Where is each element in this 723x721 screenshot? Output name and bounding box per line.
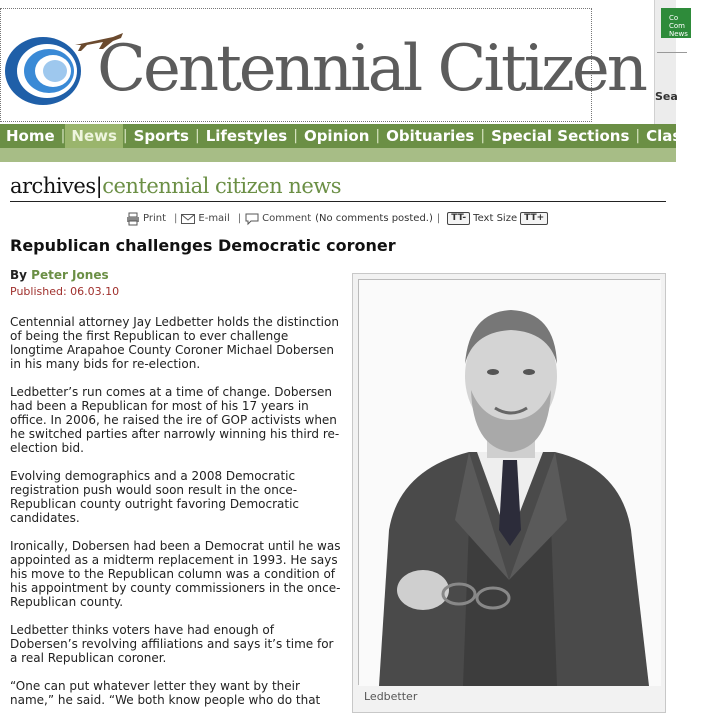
nav-sports[interactable]: Sports — [133, 127, 189, 145]
section-name[interactable]: centennial citizen news — [102, 174, 342, 198]
nav-separator: | — [60, 128, 66, 144]
article-paragraph: Centennial attorney Jay Ledbetter holds the distinction of being the first Republican to ever challenge longtime Arapahoe County Coroner Michael Dobersen in his many bids for re-election. — [10, 315, 339, 371]
nav-home[interactable]: Home — [6, 127, 55, 145]
nav-special-sections[interactable]: Special Sections — [491, 127, 630, 145]
nav-separator: | — [293, 128, 298, 144]
site-banner[interactable] — [0, 8, 645, 122]
side-widget — [654, 0, 688, 124]
photo-caption: Ledbetter — [364, 690, 418, 703]
nav-classifieds[interactable]: Classifie — [646, 127, 717, 145]
nav-obituaries[interactable]: Obituaries — [386, 127, 475, 145]
published-date: Published: 06.03.10 — [10, 285, 120, 298]
text-size-label: Text Size — [473, 213, 518, 224]
email-link[interactable]: E-mail — [198, 213, 230, 224]
article-photo[interactable] — [358, 279, 660, 685]
article-paragraph: Ledbetter thinks voters have had enough of Dobersen’s revolving affiliations and says it’s time for a real Republican coroner. — [10, 623, 334, 665]
author-link[interactable]: Peter Jones — [31, 268, 109, 282]
nav-news[interactable]: News — [65, 124, 123, 148]
nav-opinion[interactable]: Opinion — [303, 127, 370, 145]
section-separator: | — [95, 174, 103, 198]
byline-prefix: By — [10, 268, 27, 282]
article-tools — [126, 212, 551, 225]
side-divider — [657, 52, 687, 53]
main-nav — [0, 124, 717, 148]
comment-bubble-icon[interactable] — [245, 213, 259, 225]
article-paragraph: Evolving demographics and a 2008 Democratic registration push would soon result in the once-Republican county outright favoring Democratic candidates. — [10, 469, 299, 525]
side-badge[interactable]: Co Com News — [661, 8, 691, 38]
article-body — [10, 315, 342, 721]
nav-separator: | — [635, 128, 641, 144]
article-paragraph: Ledbetter’s run comes at a time of change. Dobersen had been a Republican for most of his 17 years in office. In 2006, he raised the ire of GOP activists when he switched parties after narrowly winning his third re-election bid. — [10, 385, 340, 455]
photo-frame — [352, 273, 666, 713]
nav-separator: | — [122, 128, 128, 144]
comment-count: (No comments posted.) — [315, 213, 433, 224]
text-larger-button[interactable]: TT+ — [520, 212, 548, 225]
print-link[interactable]: Print — [143, 213, 167, 224]
article-headline: Republican challenges Democratic coroner — [10, 236, 396, 255]
nav-lifestyles[interactable]: Lifestyles — [205, 127, 288, 145]
nav-separator: | — [194, 128, 200, 144]
tool-separator: | — [174, 213, 178, 224]
site-logo-text: Centennial Citizen — [97, 32, 645, 106]
side-search-label[interactable]: Sea — [655, 90, 678, 103]
archives-link[interactable]: archives — [10, 174, 96, 198]
article-paragraph: “One can put whatever letter they want by their name,” he said. “We both know people who do that — [10, 679, 321, 707]
comment-link[interactable]: Comment — [262, 213, 312, 224]
nav-subbar — [0, 148, 676, 162]
envelope-icon[interactable] — [181, 213, 195, 225]
portrait-image — [359, 280, 661, 686]
tool-separator: | — [237, 213, 242, 224]
byline — [10, 268, 109, 282]
heading-rule — [10, 201, 666, 202]
section-heading — [10, 174, 341, 198]
article-paragraph: Ironically, Dobersen had been a Democrat until he was appointed as a midterm replacement in 1993. He says his move to the Republican column was a condition of his appointment by county commissioners in the once-Republican county. — [10, 539, 341, 609]
printer-icon[interactable] — [126, 213, 140, 225]
tool-separator: | — [436, 213, 441, 224]
nav-separator: | — [375, 128, 381, 144]
site-header — [0, 0, 688, 124]
text-smaller-button[interactable]: TT- — [447, 212, 470, 225]
nav-separator: | — [480, 128, 486, 144]
